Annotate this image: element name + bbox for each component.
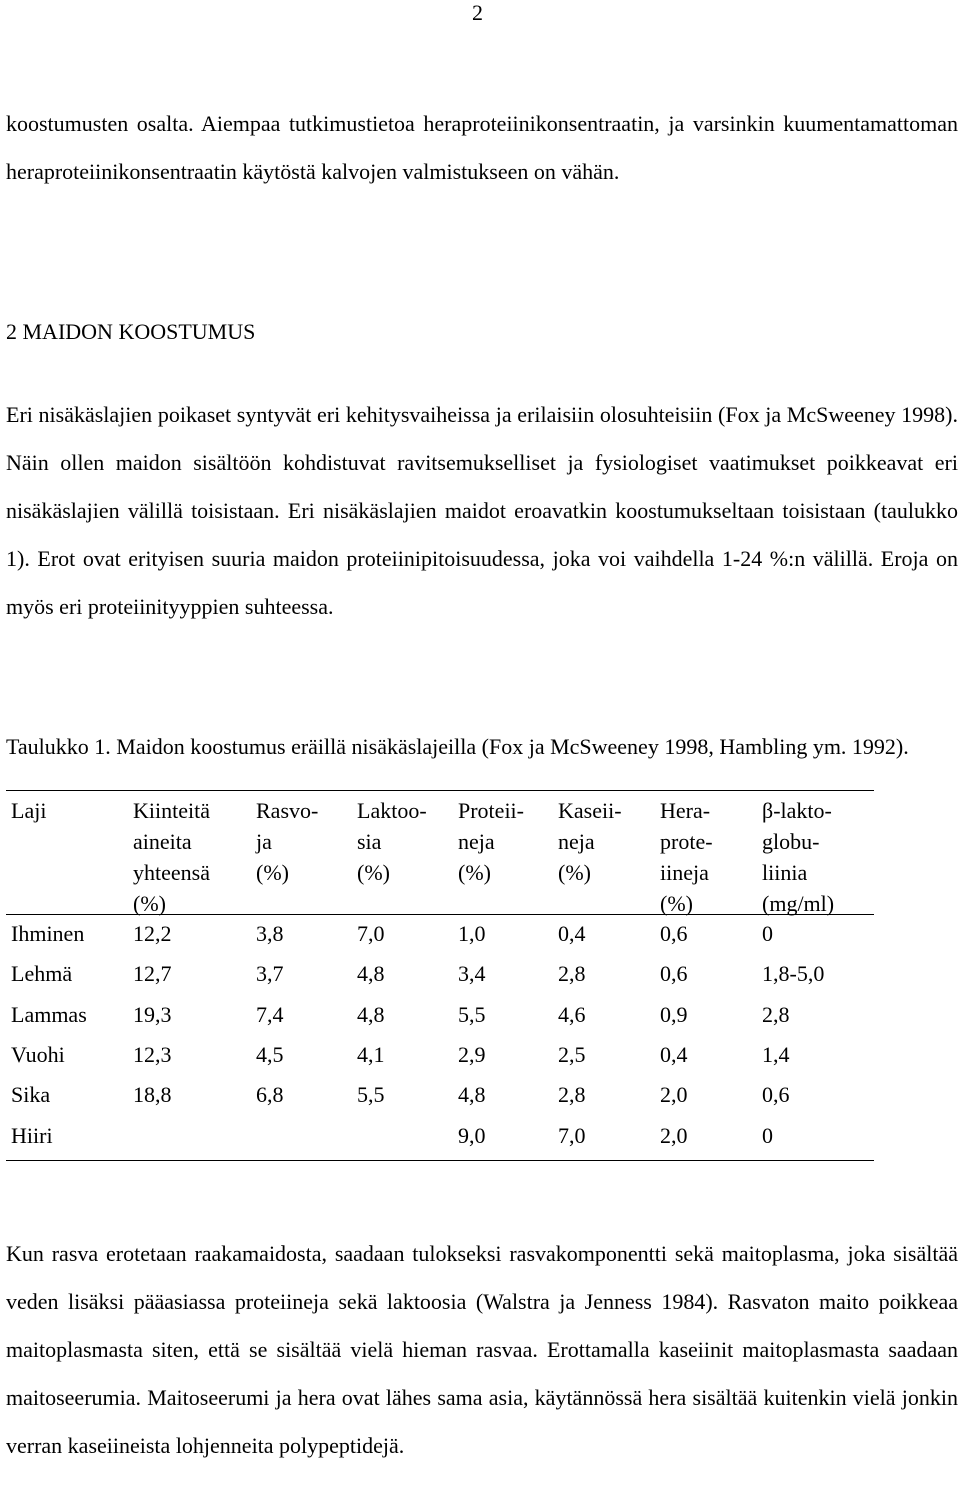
cell-value: 4,5 <box>256 1042 284 1067</box>
cell-value: 0,6 <box>660 961 688 986</box>
cell-value: 1,4 <box>762 1042 790 1067</box>
cell-value: 2,8 <box>762 1002 790 1027</box>
table-row <box>0 954 900 994</box>
header-proteiineja: Proteii- neja (%) <box>458 798 524 885</box>
cell-value: 5,5 <box>458 1002 486 1027</box>
cell-value: 2,8 <box>558 961 586 986</box>
table-row <box>0 995 900 1035</box>
cell-value: 18,8 <box>133 1082 172 1107</box>
cell-value: 0,6 <box>762 1082 790 1107</box>
cell-value: 4,6 <box>558 1002 586 1027</box>
header-laji: Laji <box>11 798 47 823</box>
cell-value: 1,0 <box>458 921 486 946</box>
cell-value: 7,0 <box>558 1123 586 1148</box>
cell-species: Vuohi <box>11 1042 65 1067</box>
cell-species: Lehmä <box>11 961 73 986</box>
cell-value: 7,4 <box>256 1002 284 1027</box>
paragraph-body: Eri nisäkäslajien poikaset syntyvät eri kehitysvaiheissa ja erilaisiin olosuhteisiin (Fox ja McSweeney 1998). Näin ollen maidon sisältöön kohdistuvat ravitsemukselliset ja fysiologiset vaatimukset poikkeavat eri nisäkäslajien välillä toisistaan. Eri nisäkäslajien maidot eroavatkin koostumukseltaan toisistaan (taulukko 1). Erot ovat erityisen suuria maidon proteiinipitoisuudessa, joka voi vaihdella 1-24 %:n välillä. Eroja on myös eri proteiinityyppien suhteessa. <box>6 402 958 619</box>
page-number: 2 <box>472 0 483 25</box>
table-top-rule <box>6 790 874 791</box>
cell-value: 7,0 <box>357 921 385 946</box>
cell-value: 12,7 <box>133 961 172 986</box>
header-kiinteita: Kiinteitä aineita yhteensä (%) <box>133 798 210 916</box>
cell-value: 5,5 <box>357 1082 385 1107</box>
cell-value: 1,8-5,0 <box>762 961 825 986</box>
cell-value: 0 <box>762 921 773 946</box>
section-heading: 2 MAIDON KOOSTUMUS <box>6 319 256 344</box>
header-heraproteiineja: Hera- prote- iineja (%) <box>660 798 713 916</box>
cell-value: 0 <box>762 1123 773 1148</box>
cell-value: 12,2 <box>133 921 172 946</box>
cell-value: 2,9 <box>458 1042 486 1067</box>
table-row <box>0 1075 900 1115</box>
cell-value: 2,0 <box>660 1123 688 1148</box>
header-beta-laktoglobuliinia: β-lakto- globu- liinia (mg/ml) <box>762 798 835 916</box>
cell-value: 0,9 <box>660 1002 688 1027</box>
header-laktoosia: Laktoo- sia (%) <box>357 798 427 885</box>
table-row <box>0 1035 900 1075</box>
header-kaseiineja: Kaseii- neja (%) <box>558 798 622 885</box>
header-rasvoja: Rasvo- ja (%) <box>256 798 319 885</box>
cell-value: 9,0 <box>458 1123 486 1148</box>
cell-value: 4,8 <box>357 961 385 986</box>
cell-value: 4,8 <box>458 1082 486 1107</box>
cell-value: 3,7 <box>256 961 284 986</box>
cell-value: 0,4 <box>558 921 586 946</box>
cell-value: 3,4 <box>458 961 486 986</box>
cell-value: 4,8 <box>357 1002 385 1027</box>
cell-value: 12,3 <box>133 1042 172 1067</box>
cell-species: Ihminen <box>11 921 85 946</box>
cell-value: 4,1 <box>357 1042 385 1067</box>
table-caption: Taulukko 1. Maidon koostumus eräillä nisäkäslajeilla (Fox ja McSweeney 1998, Hambling ym. 1992). <box>6 734 909 759</box>
cell-value: 19,3 <box>133 1002 172 1027</box>
cell-value: 6,8 <box>256 1082 284 1107</box>
cell-value: 0,6 <box>660 921 688 946</box>
cell-value: 2,8 <box>558 1082 586 1107</box>
table-row <box>0 914 900 954</box>
cell-value: 2,5 <box>558 1042 586 1067</box>
table-bottom-rule <box>6 1160 874 1161</box>
cell-value: 2,0 <box>660 1082 688 1107</box>
cell-species: Hiiri <box>11 1123 53 1148</box>
table-row <box>0 1116 900 1156</box>
paragraph-closing: Kun rasva erotetaan raakamaidosta, saadaan tulokseksi rasvakomponentti sekä maitoplasma, joka sisältää veden lisäksi pääasiassa proteiineja sekä laktoosia (Walstra ja Jenness 1984). Rasvaton maito poikkeaa maitoplasmasta siten, että se sisältää vielä hieman rasvaa. Erottamalla kaseiinit maitoplasmasta saadaan maitoseerumia. Maitoseerumi ja hera ovat lähes sama asia, käytännössä hera sisältää kuitenkin vielä jonkin verran kaseiineista lohjenneita polypeptidejä. <box>6 1241 958 1458</box>
cell-value: 3,8 <box>256 921 284 946</box>
cell-species: Sika <box>11 1082 51 1107</box>
cell-species: Lammas <box>11 1002 87 1027</box>
paragraph-intro: koostumusten osalta. Aiempaa tutkimustietoa heraproteiinikonsentraatin, ja varsinkin kuumentamattoman heraproteiinikonsentraatin käytöstä kalvojen valmistukseen on vähän. <box>6 111 958 184</box>
cell-value: 0,4 <box>660 1042 688 1067</box>
